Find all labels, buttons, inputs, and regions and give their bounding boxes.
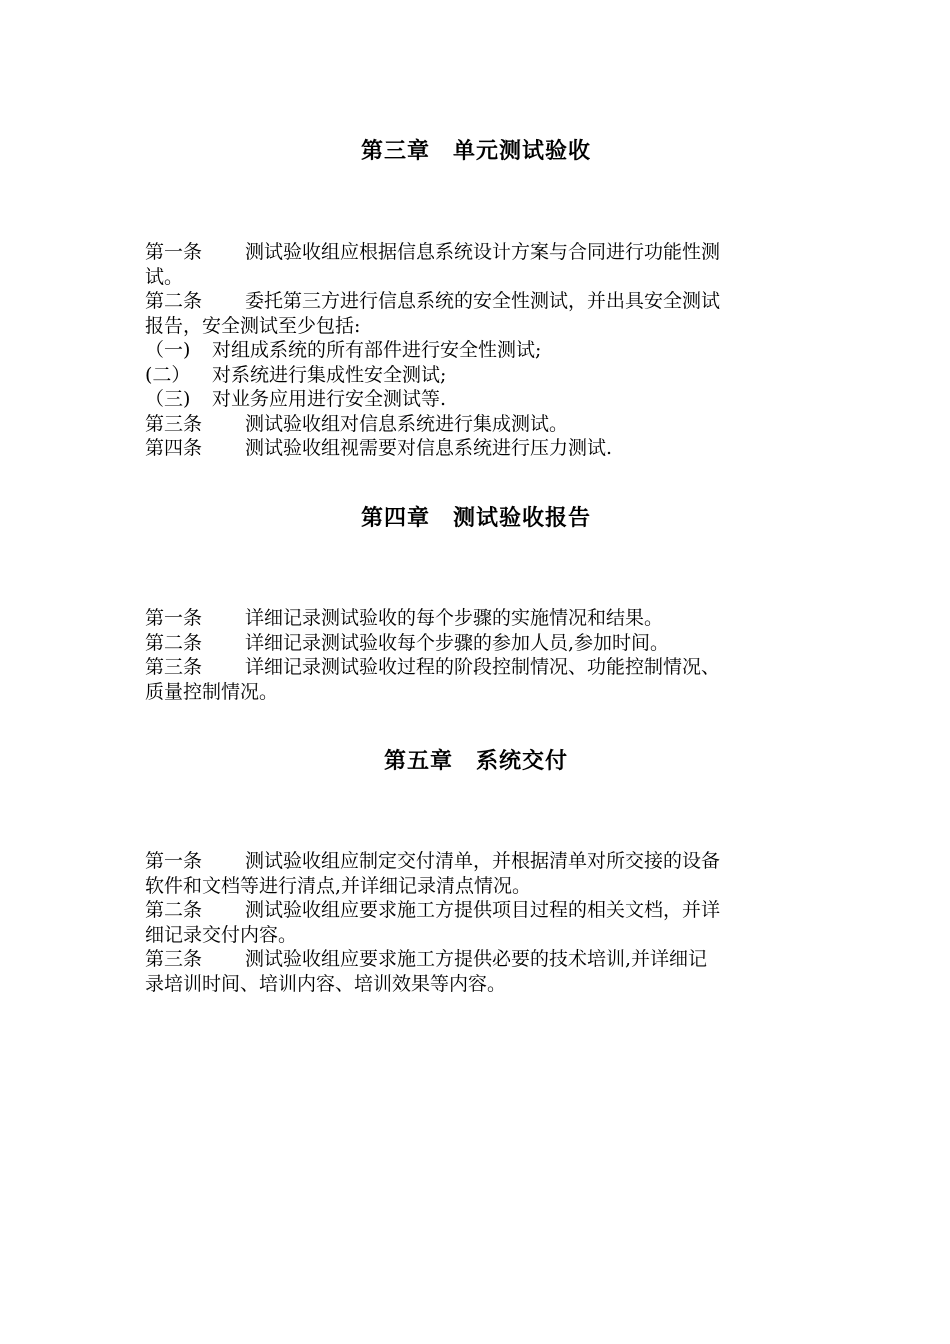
article-number: 第一条 [145,850,203,872]
article-text: 详细记录测试验收的每个步骤的实施情况和结果。 [245,607,664,629]
item-number: （一) [145,339,191,361]
list-item [145,387,807,412]
item-number: (二） [145,363,191,386]
article-line [145,412,807,437]
article-line [145,655,807,680]
article-text: 测试验收组应要求施工方提供项目过程的相关文档，并详 [245,899,721,921]
chapter-4-body [145,606,807,704]
list-item [145,363,807,388]
article-text: 测试验收组应要求施工方提供必要的技术培训,并详细记 [245,948,708,970]
article-number: 第三条 [145,412,203,435]
article-continuation: 软件和文档等进行清点,并详细记录清点情况。 [145,874,532,897]
article-continuation: 细记录交付内容。 [145,923,298,946]
article-continuation: 试。 [145,265,184,288]
article-line [145,606,807,631]
article-number: 第三条 [145,656,203,678]
article-text: 详细记录测试验收过程的阶段控制情况、功能控制情况、 [245,656,721,678]
article-number: 第一条 [145,607,203,629]
article-number: 第一条 [145,241,203,263]
article-continuation: 报告，安全测试至少包括: [145,314,361,337]
chapter-3-title: 第三章 单元测试验收 [360,139,591,164]
article-continuation: 录培训时间、培训内容、培训效果等内容。 [145,972,507,995]
article-line [145,898,807,923]
article-text: 测试验收组应根据信息系统设计方案与合同进行功能性测 [245,241,721,263]
item-text: 对业务应用进行安全测试等. [212,388,447,410]
article-number: 第二条 [145,899,203,921]
article-number: 第二条 [145,631,203,654]
article-text: 测试验收组视需要对信息系统进行压力测试. [245,437,613,459]
article-line [145,631,807,656]
item-text: 对系统进行集成性安全测试; [212,363,447,386]
article-continuation: 质量控制情况。 [145,680,279,703]
article-text: 测试验收组应制定交付清单，并根据清单对所交接的设备 [245,850,721,872]
article-line [145,289,807,314]
chapter-4-title: 第四章 测试验收报告 [360,506,591,531]
article-text: 测试验收组对信息系统进行集成测试。 [245,412,569,435]
chapter-5-title: 第五章 系统交付 [383,749,568,774]
chapter-5-body [145,849,807,996]
item-number: （三) [145,388,191,410]
article-text: 详细记录测试验收每个步骤的参加人员,参加时间。 [245,631,670,654]
item-text: 对组成系统的所有部件进行安全性测试; [212,339,542,361]
article-number: 第三条 [145,948,203,970]
chapter-3-body [145,240,807,461]
article-line [145,436,807,461]
article-line [145,240,807,265]
article-number: 第四条 [145,437,203,459]
article-text: 委托第三方进行信息系统的安全性测试，并出具安全测试 [245,290,721,312]
article-line [145,947,807,972]
article-number: 第二条 [145,290,203,312]
article-line [145,849,807,874]
list-item [145,338,807,363]
